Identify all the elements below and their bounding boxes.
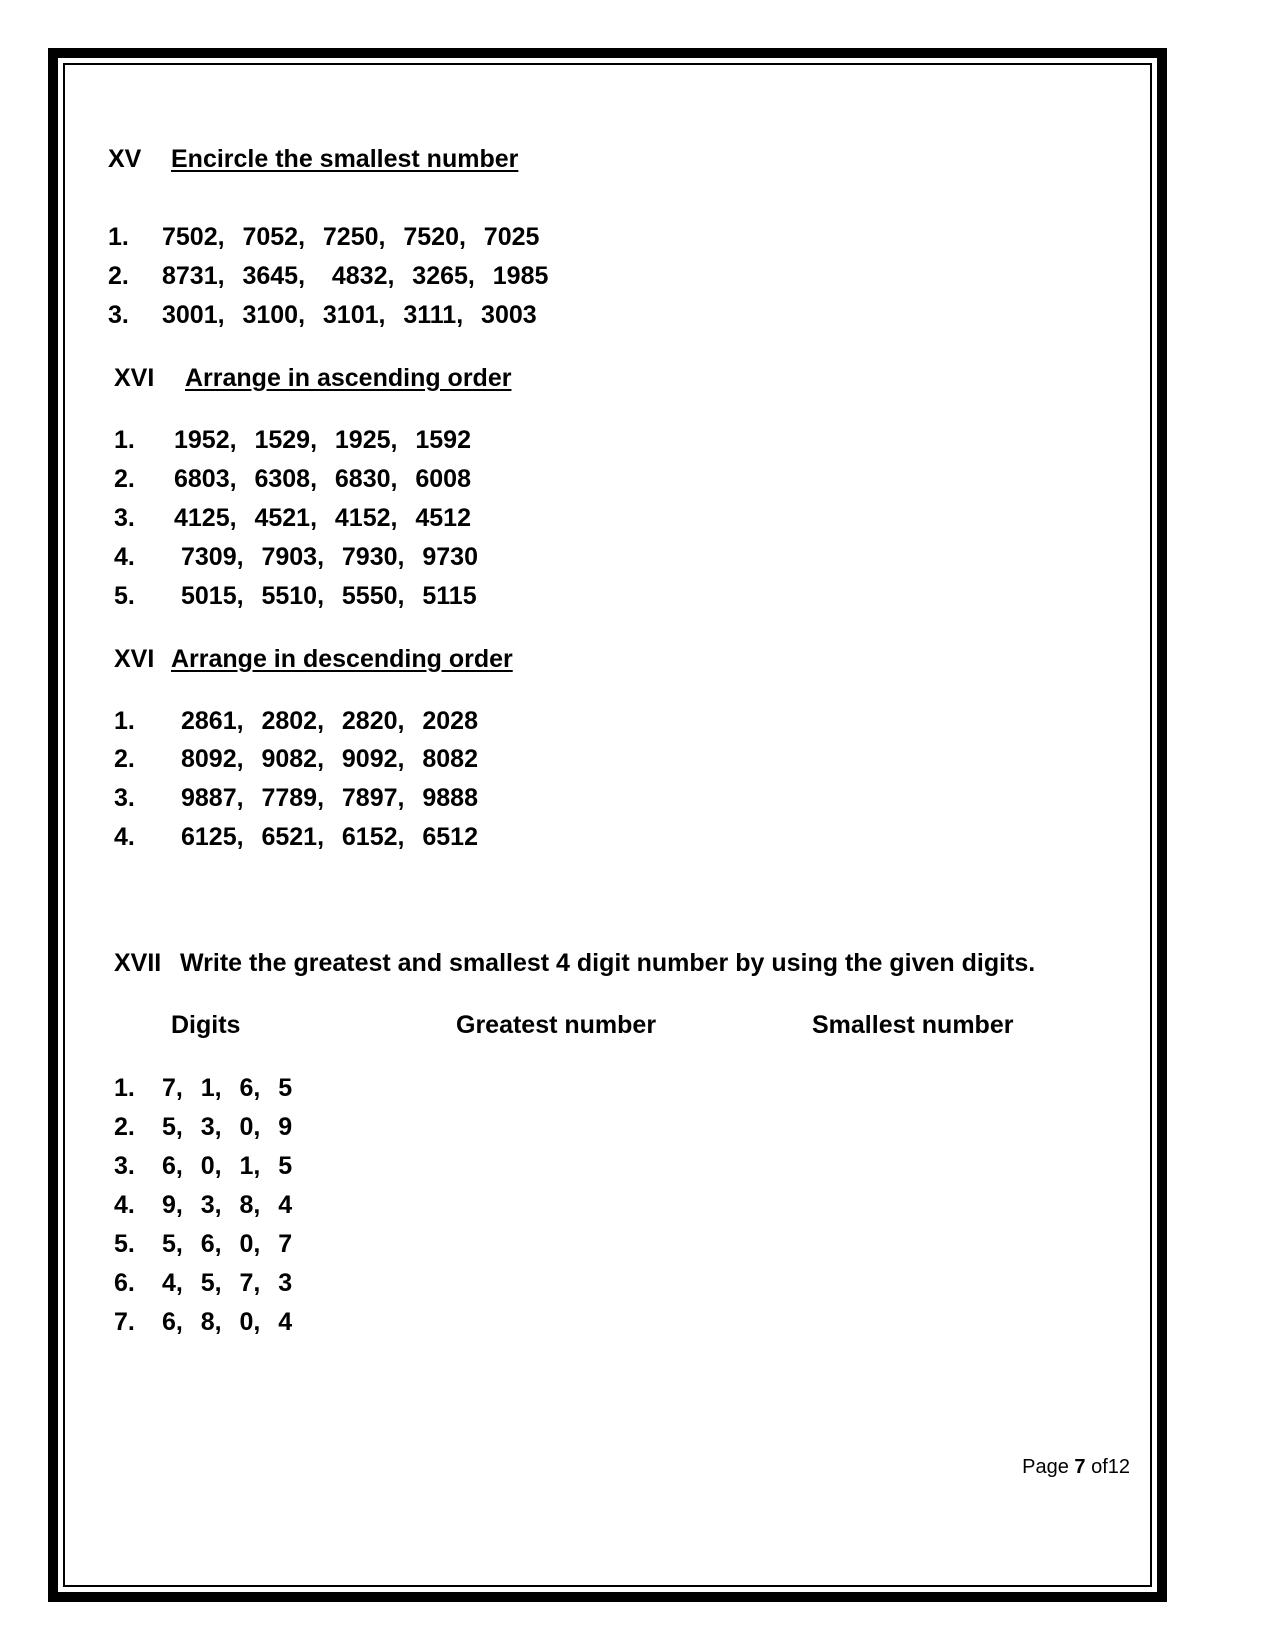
item-digits: 9, 3, 8, 4 xyxy=(162,1191,293,1219)
section-number: XVII xyxy=(114,949,162,977)
footer-suffix: of12 xyxy=(1085,1456,1130,1478)
footer-prefix: Page xyxy=(1022,1456,1075,1478)
item-values: 9887, 7789, 7897, 9888 xyxy=(181,784,478,812)
column-header-digits: Digits xyxy=(171,1011,241,1039)
item-number: 3. xyxy=(108,301,129,329)
section-number: XVI xyxy=(114,645,155,673)
item-number: 2. xyxy=(114,1113,135,1141)
item-number: 1. xyxy=(114,707,135,735)
item-digits: 7, 1, 6, 5 xyxy=(162,1074,293,1102)
item-number: 3. xyxy=(114,1152,135,1180)
item-number: 4. xyxy=(114,823,135,851)
column-header-smallest: Smallest number xyxy=(812,1011,1014,1039)
item-values: 7502, 7052, 7250, 7520, 7025 xyxy=(162,223,540,251)
column-header-greatest: Greatest number xyxy=(456,1011,657,1039)
item-number: 2. xyxy=(114,465,135,493)
item-digits: 5, 6, 0, 7 xyxy=(162,1230,293,1258)
item-number: 1. xyxy=(114,1074,135,1102)
item-number: 3. xyxy=(114,504,135,532)
item-values: 7309, 7903, 7930, 9730 xyxy=(181,543,478,571)
item-number: 5. xyxy=(114,1230,135,1258)
section-number: XV xyxy=(108,145,142,173)
item-number: 5. xyxy=(114,582,135,610)
page-footer xyxy=(1022,1455,1130,1479)
item-number: 2. xyxy=(114,745,135,773)
item-digits: 4, 5, 7, 3 xyxy=(162,1269,293,1297)
item-number: 2. xyxy=(108,262,129,290)
item-values: 5015, 5510, 5550, 5115 xyxy=(181,582,477,610)
section-title: Arrange in descending order xyxy=(171,645,513,673)
item-digits: 5, 3, 0, 9 xyxy=(162,1113,293,1141)
item-digits: 6, 8, 0, 4 xyxy=(162,1308,293,1336)
item-values: 8092, 9082, 9092, 8082 xyxy=(181,745,478,773)
footer-page-number: 7 xyxy=(1074,1456,1086,1478)
item-values: 4125, 4521, 4152, 4512 xyxy=(174,504,471,532)
item-number: 7. xyxy=(114,1308,135,1336)
item-number: 6. xyxy=(114,1269,135,1297)
section-title: Arrange in ascending order xyxy=(185,364,512,392)
item-number: 4. xyxy=(114,1191,135,1219)
item-values: 2861, 2802, 2820, 2028 xyxy=(181,707,478,735)
section-title: Encircle the smallest number xyxy=(171,145,519,173)
item-number: 1. xyxy=(108,223,129,251)
item-digits: 6, 0, 1, 5 xyxy=(162,1152,293,1180)
item-values: 3001, 3100, 3101, 3111, 3003 xyxy=(162,301,537,329)
item-number: 3. xyxy=(114,784,135,812)
item-values: 8731, 3645, 4832, 3265, 1985 xyxy=(162,262,549,290)
item-values: 6803, 6308, 6830, 6008 xyxy=(174,465,471,493)
item-values: 6125, 6521, 6152, 6512 xyxy=(181,823,478,851)
item-values: 1952, 1529, 1925, 1592 xyxy=(174,426,471,454)
section-instruction: Write the greatest and smallest 4 digit number by using the given digits. xyxy=(180,949,1036,977)
item-number: 4. xyxy=(114,543,135,571)
item-number: 1. xyxy=(114,426,135,454)
section-number: XVI xyxy=(114,364,155,392)
